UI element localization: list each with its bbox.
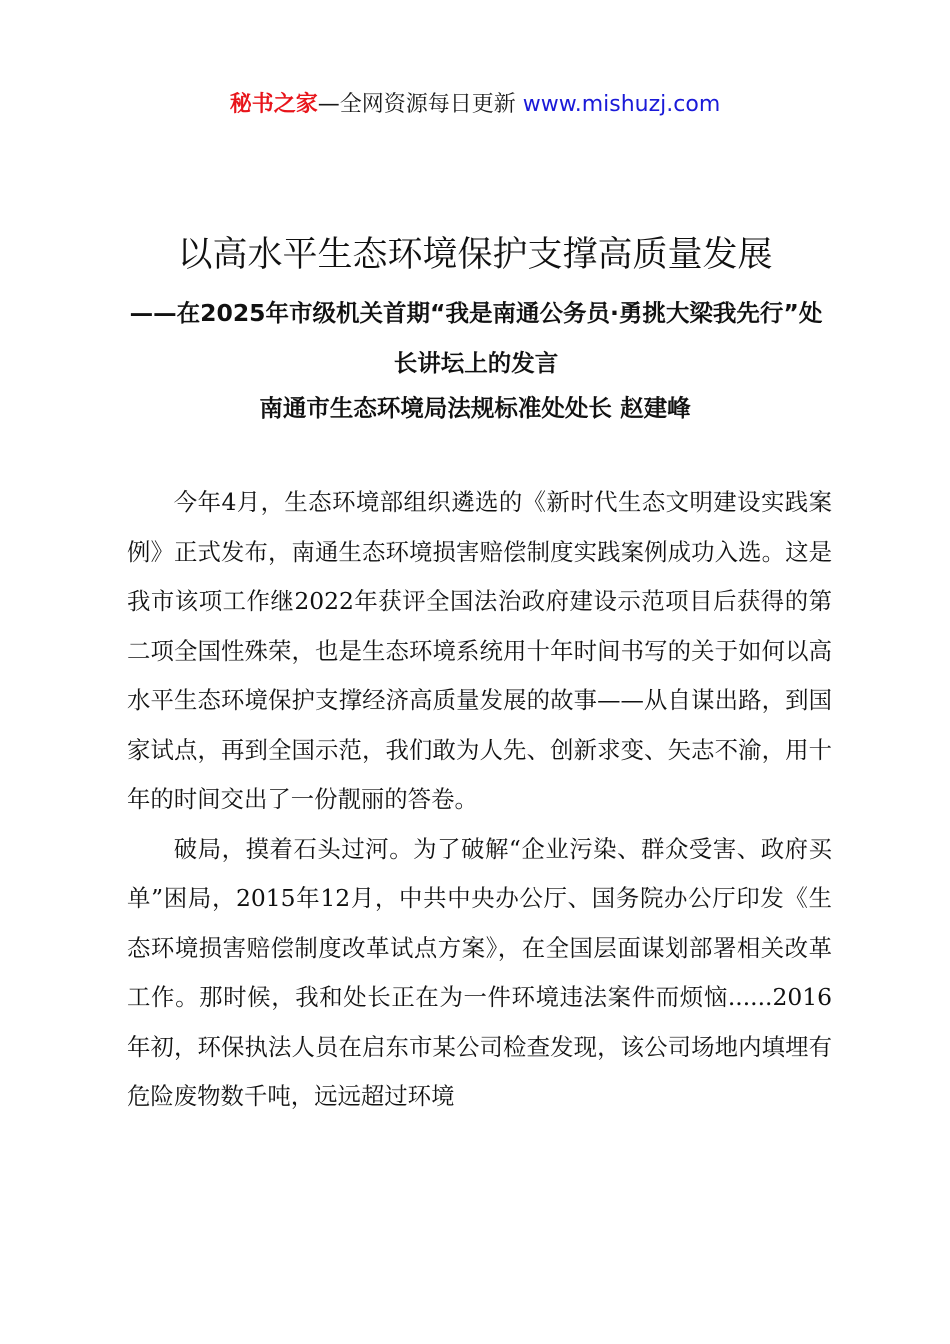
document-body (127, 478, 832, 1122)
body-paragraph: 破局，摸着石头过河。为了破解“企业污染、群众受害、政府买单”困局，2015年12月，中共中央办公厅、国务院办公厅印发《生态环境损害赔偿制度改革试点方案》，在全国层面谋划部署相关改革工作。那时候，我和处长正在为一件环境违法案件而烦恼......2016年初，环保执法人员在启东市某公司检查发现，该公司场地内填埋有危险废物数千吨，远远超过环境 (127, 834, 832, 1110)
site-url-link[interactable]: www.mishuzj.com (522, 92, 721, 117)
brand-name: 秘书之家 (229, 92, 318, 117)
document-subtitle: ——在2025年市级机关首期“我是南通公务员·勇挑大梁我先行”处长讲坛上的发言 (129, 299, 823, 377)
body-paragraph: 今年4月，生态环境部组织遴选的《新时代生态文明建设实践案例》正式发布，南通生态环境损害赔偿制度实践案例成功入选。这是我市该项工作继2022年获评全国法治政府建设示范项目后获得的第二项全国性殊荣，也是生态环境系统用十年时间书写的关于如何以高水平生态环境保护支撑经济高质量发展的故事——从自谋出路，到国家试点，再到全国示范，我们敢为人先、创新求变、矢志不渝，用十年的时间交出了一份靓丽的答卷。 (127, 488, 832, 813)
site-header (0, 88, 950, 122)
document-title: 以高水平生态环境保护支撑高质量发展 (177, 235, 773, 275)
header-tagline: —全网资源每日更新 (317, 92, 523, 117)
document-author: 南通市生态环境局法规标准处处长 赵建峰 (259, 394, 691, 422)
